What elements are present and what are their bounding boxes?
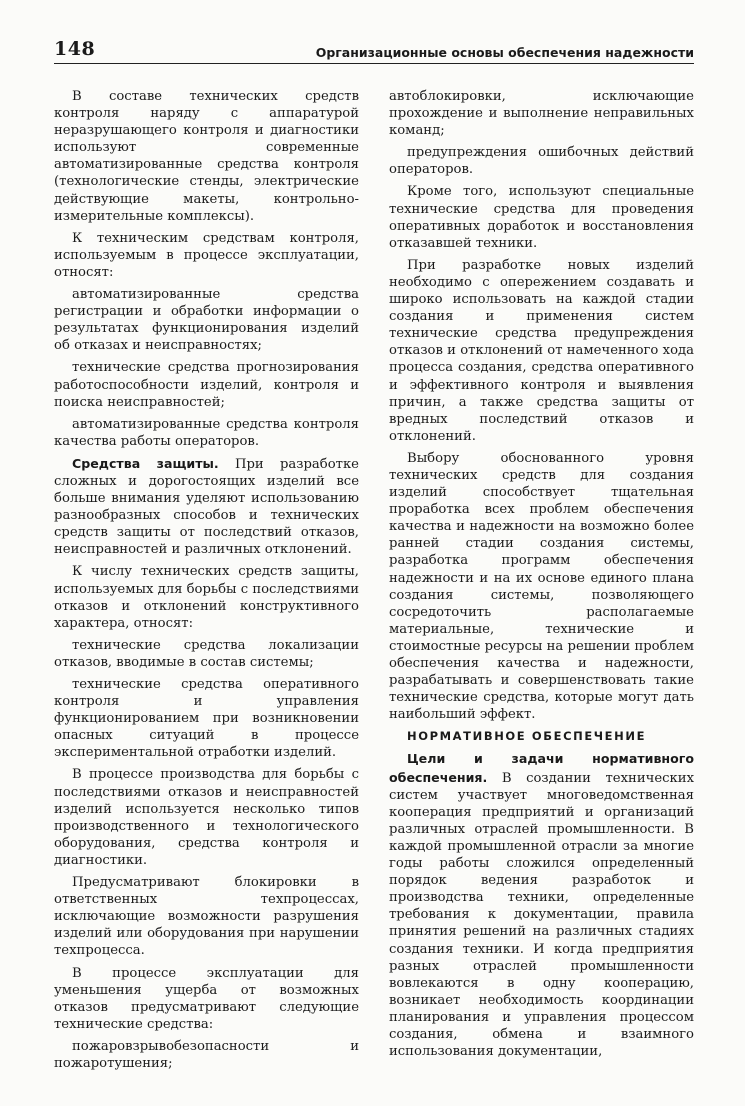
- paragraph: В процессе эксплуатации для уменьшения ущерба от возможных отказов предусматривают следующие технические средства:: [54, 965, 359, 1032]
- list-item: автоматизированные средства контроля качества работы операторов.: [54, 416, 359, 449]
- left-column: [54, 88, 359, 1098]
- run-in-heading: Цели и задачи нормативного обеспечения.: [389, 751, 694, 785]
- list-item: технические средства локализации отказов, вводимые в состав системы;: [54, 637, 359, 670]
- header-rule: [54, 63, 694, 64]
- paragraph: К числу технических средств защиты, используемых для борьбы с последствиями отказов и отклонений конструктивного характера, относят:: [54, 564, 359, 631]
- paragraph-goals: [389, 750, 694, 1060]
- paragraph: В составе технических средств контроля наряду с аппаратурой неразрушающего контроля и диагностики используют современные автоматизированные средства контроля (технологические стенды, электрические действующие макеты, контрольно-измерительные комплексы).: [54, 89, 359, 224]
- run-in-heading: Средства защиты.: [72, 455, 219, 471]
- paragraph-text: В создании технических систем участвует многоведомственная кооперация предприятий и организаций различных отраслей промышленности. В каждой промышленной отрасли за многие годы работы сложился определенный порядок ведения разработок и производства техники, определенные требования к документации, правила принятия решений на различных стадиях создания техники. И когда предприятия разных отраслей промышленности вовлекаются в одну кооперацию, возникает необходимость координации планирования и управления процессом создания, обмена и взаимного использования документации,: [389, 770, 694, 1060]
- page-number: 148: [54, 38, 96, 60]
- running-title: Организационные основы обеспечения надежности: [315, 45, 694, 60]
- paragraph: Кроме того, используют специальные технические средства для проведения оперативных доработок и восстановления отказавшей техники.: [389, 184, 694, 251]
- list-item: автоматизированные средства регистрации и обработки информации о результатах функционирования изделий об отказах и неисправностях;: [54, 287, 359, 354]
- paragraph-text: При разработке сложных и дорогостоящих изделий все больше внимания уделяют использованию разнообразных способов и технических средств защиты от последствий отказов, неисправностей и различных отклонений.: [54, 456, 359, 558]
- right-column: [389, 88, 694, 1098]
- paragraph: В процессе производства для борьбы с последствиями отказов и неисправностей изделий используется несколько типов производственного и технологического оборудования, средства контроля и диагностики.: [54, 767, 359, 868]
- paragraph: К техническим средствам контроля, используемым в процессе эксплуатации, относят:: [54, 230, 359, 280]
- paragraph: Выбору обоснованного уровня технических средств для создания изделий способствует тщательная проработка всех проблем обеспечения качества и надежности на возможно более ранней стадии создания системы, разработка программ обеспечения надежности и на их основе единого плана создания системы, позволяющего сосредоточить располагаемые материальные, технические и стоимостные ресурсы на решении проблем обеспечения качества и надежности, разрабатывать и совершенствовать такие технические средства, которые могут дать наибольший эффект.: [389, 450, 694, 723]
- section-heading: НОРМАТИВНОЕ ОБЕСПЕЧЕНИЕ: [407, 729, 647, 744]
- list-item: технические средства оперативного контроля и управления функционированием при возникновении опасных ситуаций в процессе экспериментальной отработки изделий.: [54, 677, 359, 761]
- paragraph: Предусматривают блокировки в ответственных техпроцессах, исключающие возможности разрушения изделий или оборудования при нарушении техпроцесса.: [54, 875, 359, 959]
- paragraph: При разработке новых изделий необходимо с опережением создавать и широко использовать на каждой стадии создания и применения систем технические средства предупреждения отказов и отклонений от намеченного хода процесса создания, средства оперативного и эффективного контроля и выявления причин, а также средства защиты от вредных последствий отказов и отклонений.: [389, 257, 694, 444]
- running-header: [54, 38, 694, 60]
- paragraph-protection: [54, 455, 359, 559]
- list-item: предупреждения ошибочных действий операторов.: [389, 145, 694, 178]
- list-item: технические средства прогнозирования работоспособности изделий, контроля и поиска неисправностей;: [54, 360, 359, 410]
- list-item: автоблокировки, исключающие прохождение и выполнение неправильных команд;: [389, 89, 694, 139]
- list-item: пожаровзрывобезопасности и пожаротушения;: [54, 1038, 359, 1071]
